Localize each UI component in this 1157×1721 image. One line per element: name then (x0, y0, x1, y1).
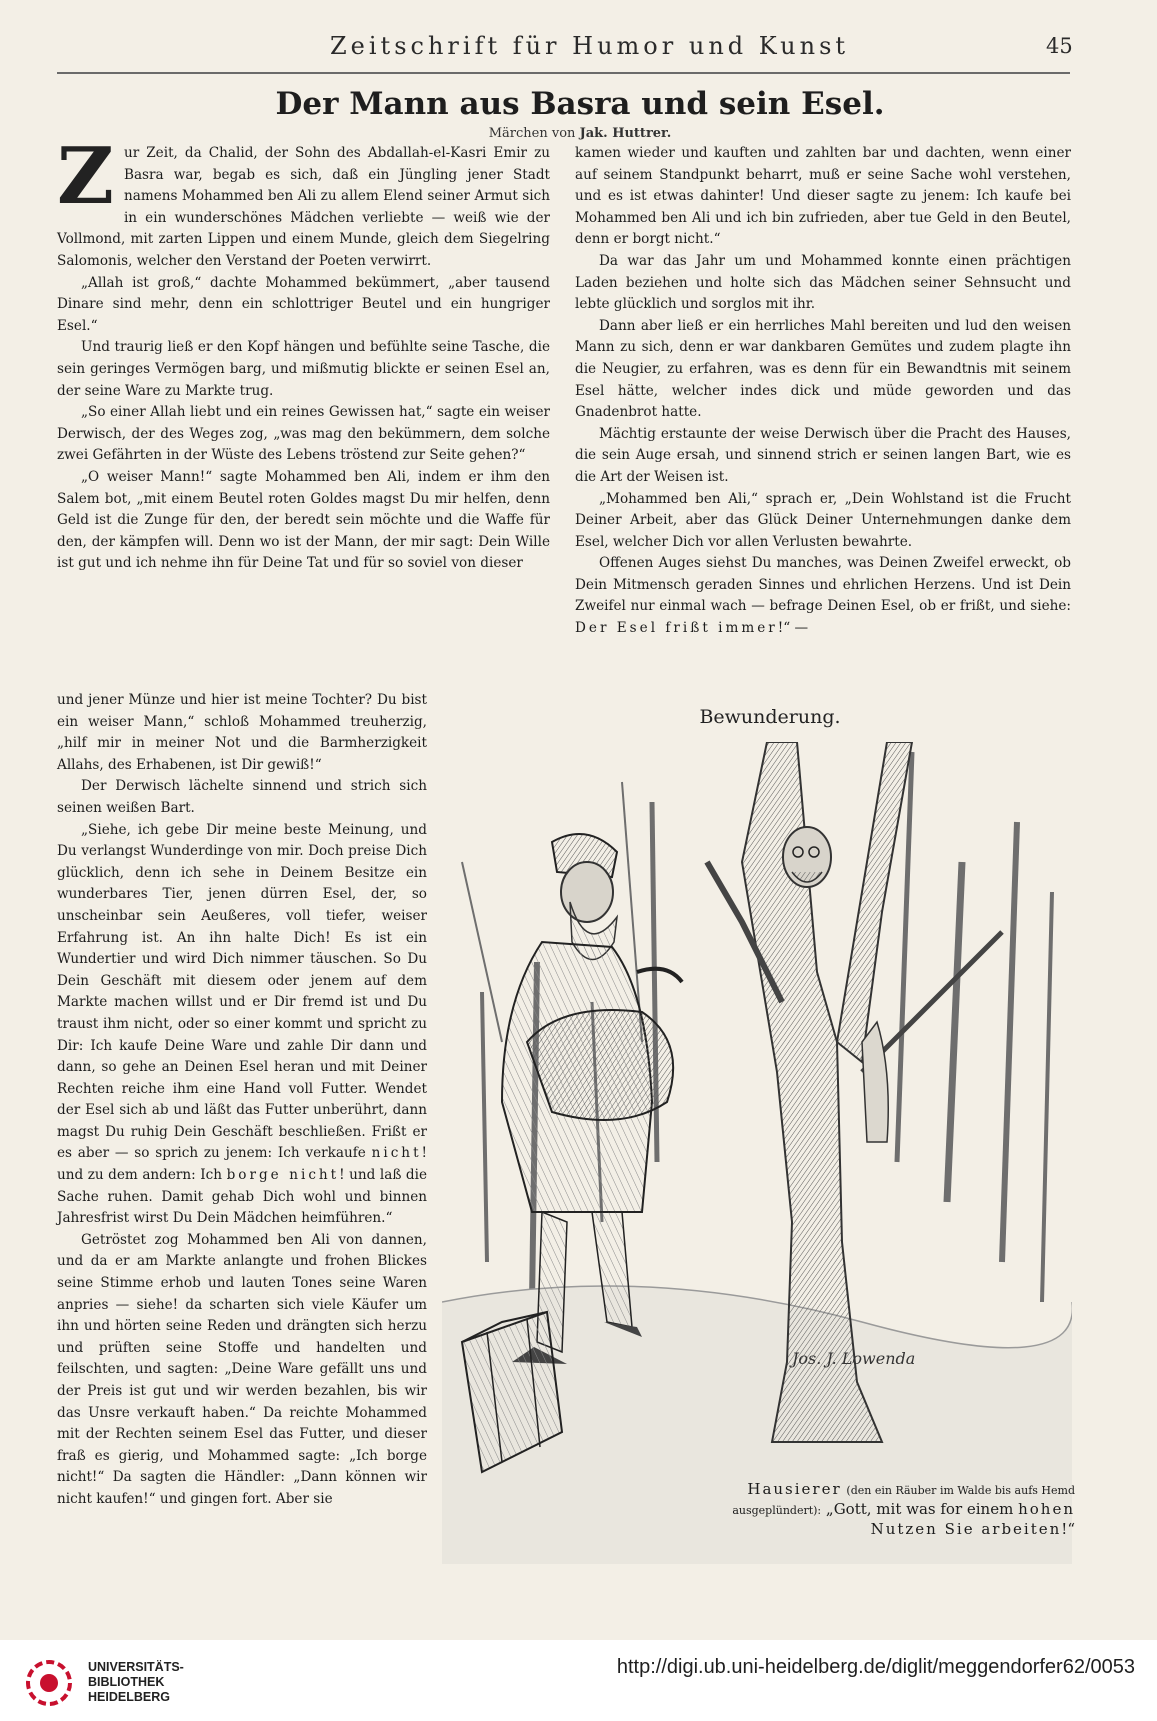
artist-signature: Jos. J. Lowenda (792, 1349, 916, 1368)
drop-cap: Z (57, 131, 114, 222)
page-number: 45 (1046, 34, 1073, 58)
caption-lead: Hausierer (747, 1480, 842, 1498)
caption-quote: „Gott, mit was for einem (825, 1500, 1014, 1518)
paragraph: und jener Münze und hier ist meine Tochter? Du bist ein weiser Mann,“ schloß Mohammed treuherzig, „hilf mir in meiner Not und die Barmherzigkeit Allahs, des Erhabenen, ist Dir gewiß!“ (57, 692, 427, 773)
caption-note: (den ein Räuber im Walde bis aufs Hemd ausgeplündert): (732, 1484, 1075, 1517)
column-left-top (57, 131, 550, 575)
paragraph: Getröstet zog Mohammed ben Ali von dannen, und da er am Markte anlangte und frohen Blickes seine Stimme erhob und lauten Tones seine Waren anpries — siehe! da scharten sich viele Käufer um ihn und hörten seine Reden und drängten sich herzu und prüften seine Stoffe und handelten und feilschten, und sagten: „Deine Ware gefällt uns und der Preis ist gut und wir werden bezahlen, bis wir das Unsre verkauft haben.“ Da reichte Mohammed mit der Rechten seinem Esel das Futter, und dieser fraß es gierig, und Mohammed sagte: „Ich borge nicht!“ Da sagten die Händler: „Dann können wir nicht kaufen!“ und gingen fort. Aber sie (57, 1231, 427, 1507)
paragraph: Und traurig ließ er den Kopf hängen und befühlte seine Tasche, die sein geringes Vermögen barg, und mißmutig blickte er seinen Esel an, der seine Ware zu Markte trug. (57, 339, 550, 399)
paragraph: Offenen Auges siehst Du manches, was Deinen Zweifel erweckt, ob Dein Mitmensch geraden Sinnes und ehrlichen Herzens. Und ist Dein Zweifel nur einmal wach — befrage Deinen Esel, ob er frißt, und siehe: Der Esel frißt immer!“ — (575, 555, 1071, 637)
story-byline (350, 126, 810, 141)
illustration-title: Bewunderung. (699, 706, 841, 728)
header-rule (57, 72, 1070, 74)
illustration-caption: Hausierer (den ein Räuber im Walde bis aufs Hemd ausgeplündert): „Gott, mit was for einem hohen Nutzen Sie arbeiten!“ (732, 1480, 1075, 1538)
paragraph: Der Derwisch lächelte sinnend und strich sich seinen weißen Bart. (57, 778, 427, 816)
institution-name: UNIVERSITÄTS- BIBLIOTHEK HEIDELBERG (88, 1660, 184, 1704)
footer-bar (0, 1640, 1157, 1721)
spaced-emphasis: Der Esel frißt immer (575, 620, 778, 637)
university-logo-icon (24, 1658, 74, 1708)
forest-illustration (442, 742, 1072, 1564)
column-right (575, 143, 1071, 640)
paragraph: „Siehe, ich gebe Dir meine beste Meinung, und Du verlangst Wunderdinge von mir. Doch preise Dich glücklich, denn ich sehe in Deinem Besitze ein wunderbares Tier, jenen dürren Esel, der, so unscheinbar sein Aeußeres, voll tiefer, weiser Erfahrung ist. An ihn halte Dich! Es ist ein Wundertier und wird Dich nimmer täuschen. So Du Dein Geschäft mit diesem oder jenem auf dem Markte machen willst und er Dir fremd ist und Du traust ihm nicht, oder so einer kommt und spricht zu Dir: Ich kaufe Deine Ware und zahle Dir dann und dann, so gehe an Deinen Esel heran und mit Deiner Rechten reiche ihm eine Hand voll Futter. Wendet der Esel sich ab und läßt das Futter unberührt, dann magst Du ruhig Dein Geschäft beschließen. Frißt er es aber — so sprich zu jenem: Ich verkaufe nicht! und zu dem andern: Ich borge nicht! und laß die Sache ruhen. Damit gehab Dich wohl und binnen Jahresfrist wirst Du Dein Mädchen heimführen.“ (57, 821, 428, 1227)
column-left-bottom (57, 690, 427, 1511)
paragraph: „Allah ist groß,“ dachte Mohammed bekümmert, „aber tausend Dinare sind mehr, denn ein schlottriger Beutel und ein hungriger Esel.“ (57, 274, 550, 334)
paragraph: Dann aber ließ er ein herrliches Mahl bereiten und lud den weisen Mann zu sich, denn er war dankbaren Gemütes und zudem plagte ihn die Neugier, zu erfahren, was es denn für ein Bewandtnis mit seinem Esel hätte, welcher indes dick und müde geworden und das Gnadenbrot hatte. (575, 317, 1071, 421)
paragraph: Da war das Jahr um und Mohammed konnte einen prächtigen Laden beziehen und holte sich das Mädchen seiner Sehnsucht und lebte glücklich und sorglos mit ihr. (575, 252, 1071, 313)
story-title: Der Mann aus Basra und sein Esel. (275, 86, 885, 122)
paragraph: Mächtig erstaunte der weise Derwisch über die Pracht des Hauses, die sein Auge ersah, und sinnend strich er seinen langen Bart, wie es die Art der Weisen ist. (575, 425, 1071, 485)
byline-prefix: Märchen von (488, 126, 576, 141)
paragraph: kamen wieder und kauften und zahlten bar und dachten, wenn einer auf seinem Standpunkt beharrt, muß er seine Sache wohl verstehen, und es ist etwas dahinter! Und dieser sagte zu jenem: Ich kaufe bei Mohammed ben Ali und ich bin zufrieden, aber tue Geld in den Beutel, denn er borgt nicht.“ (575, 145, 1071, 248)
paragraph: Zur Zeit, da Chalid, der Sohn des Abdallah-el-Kasri Emir zu Basra war, begab es sich, daß ein Jüngling jener Stadt namens Mohammed ben Ali zu allem Elend seiner Armut sich in ein wunderschönes Mädchen verliebte — weiß wie der Vollmond, mit zarten Lippen und einem Munde, gleich dem Siegelring Salomonis, welcher den Verstand der Poeten verwirrt. (57, 131, 550, 269)
paragraph: „Mohammed ben Ali,“ sprach er, „Dein Wohlstand ist die Frucht Deiner Arbeit, aber das Glück Deiner Unternehmungen danke dem Esel, welcher Dich vor allen Verlusten bewahrte. (575, 490, 1071, 550)
journal-title: Zeitschrift für Humor und Kunst (330, 32, 850, 60)
source-url[interactable]: http://digi.ub.uni-heidelberg.de/diglit/meggendorfer62/0053 (616, 1656, 1135, 1678)
spaced-emphasis: borge nicht (226, 1167, 340, 1184)
paragraph: „So einer Allah liebt und ein reines Gewissen hat,“ sagte ein weiser Derwisch, der des Weges zog, „was mag den bekümmern, dem solche zwei Gefährten in der Wüste des Lebens tröstend zur Seite gehen?“ (57, 404, 550, 464)
paragraph: „O weiser Mann!“ sagte Mohammed ben Ali, indem er ihm den Salem bot, „mit einem Beutel roten Goldes magst Du mir helfen, denn Geld ist die Zunge für den, der beredt sein möchte und die Waffe für den, der kämpfen will. Denn wo ist der Mann, der mir sagt: Dein Wille ist gut und ich nehme ihn für Deine Tat und für so soviel von dieser (57, 468, 550, 572)
spaced-emphasis: nicht (371, 1145, 422, 1162)
byline-author: Jak. Huttrer. (579, 126, 672, 141)
caption-spaced-quote: hohen Nutzen Sie arbeiten (870, 1500, 1075, 1538)
